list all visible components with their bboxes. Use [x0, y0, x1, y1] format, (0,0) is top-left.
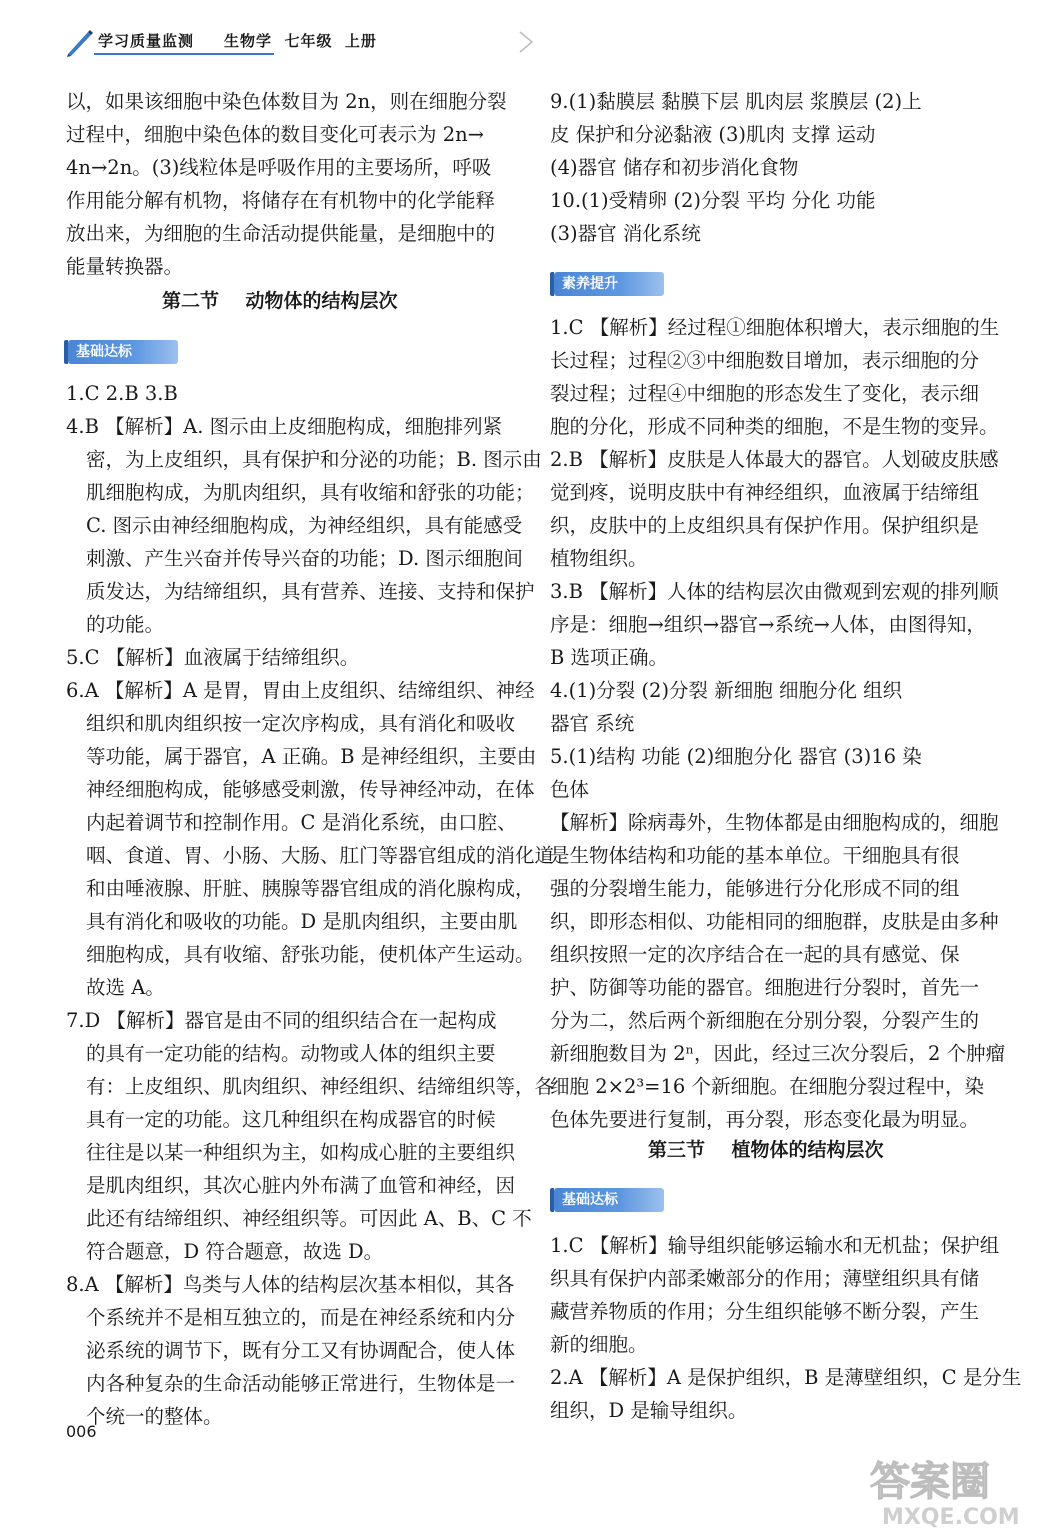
intro-line: 过程中，细胞中染色体的数目变化可表示为 2n→ [66, 123, 485, 146]
answer-line: 个系统并不是相互独立的，而是在神经系统和内分 [86, 1306, 516, 1329]
answer-line: 9.(1)黏膜层 黏膜下层 肌肉层 浆膜层 (2)上 [550, 90, 922, 113]
header-subject: 生物学 七年级 上册 [224, 32, 377, 50]
answer-line: 织具有保护内部柔嫩部分的作用；薄壁组织具有储 [550, 1267, 980, 1290]
answer-line: 和由唾液腺、肝脏、胰腺等器官组成的消化腺构成， [86, 877, 535, 900]
answer-line: 新的细胞。 [550, 1333, 648, 1356]
svg-text:答案圈: 答案圈 [870, 1459, 990, 1505]
answer-line: 新细胞数目为 2ⁿ，因此，经过三次分裂后，2 个肿瘤 [550, 1042, 1006, 1065]
answer-line: 泌系统的调节下，既有分工又有协调配合，使人体 [86, 1339, 516, 1362]
answer-line: C. 图示由神经细胞构成，为神经组织，具有能感受 [86, 514, 523, 537]
answer-line: 个统一的整体。 [86, 1405, 223, 1428]
answer-line: 的具有一定功能的结构。动物或人体的组织主要 [86, 1042, 496, 1065]
intro-line: 能量转换器。 [66, 255, 184, 278]
answer-line: 分为二，然后两个新细胞在分别分裂，分裂产生的 [550, 1009, 980, 1032]
answer-line: 质发达，为结缔组织，具有营养、连接、支持和保护 [86, 580, 535, 603]
answer-line: 的功能。 [86, 613, 165, 636]
answer-line: 符合题意，D 符合题意，故选 D。 [86, 1240, 384, 1263]
answer-line: 2.B 【解析】皮肤是人体最大的器官。人划破皮肤感 [550, 448, 999, 471]
answer-line: 色体先要进行复制，再分裂，形态变化最为明显。 [550, 1108, 980, 1131]
answer-line: 肌细胞构成，为肌肉组织，具有收缩和舒张的功能； [86, 481, 535, 504]
answer-line: 藏营养物质的作用；分生组织能够不断分裂，产生 [550, 1300, 980, 1323]
answer-line: 器官 系统 [550, 712, 635, 735]
answer-line: 是生物体结构和功能的基本单位。干细胞具有很 [550, 844, 960, 867]
answer-line: 【解析】除病毒外，生物体都是由细胞构成的，细胞 [550, 811, 999, 834]
badge-basic-2: 基础达标 [554, 1188, 664, 1212]
answer-line: 5.C 【解析】血液属于结缔组织。 [66, 646, 360, 669]
answer-line: 此还有结缔组织、神经组织等。可因此 A、B、C 不 [86, 1207, 532, 1230]
answer-line: 7.D 【解析】器官是由不同的组织结合在一起构成 [66, 1009, 497, 1032]
answer-line: 裂过程；过程④中细胞的形态发生了变化，表示细 [550, 382, 980, 405]
answer-line: 4.B 【解析】A. 图示由上皮细胞构成，细胞排列紧 [66, 415, 503, 438]
answer-line: 长过程；过程②③中细胞数目增加，表示细胞的分 [550, 349, 980, 372]
answer-line: 等功能，属于器官，A 正确。B 是神经组织，主要由 [86, 745, 537, 768]
answer-line: 咽、食道、胃、小肠、大肠、肛门等器官组成的消化道 [86, 844, 555, 867]
answer-line: 1.C 【解析】经过程①细胞体积增大，表示细胞的生 [550, 316, 1000, 339]
answer-line: 8.A 【解析】鸟类与人体的结构层次基本相似，其各 [66, 1273, 515, 1296]
answer-line: 觉到疼，说明皮肤中有神经组织，血液属于结缔组 [550, 481, 980, 504]
page-header [64, 26, 484, 58]
answer-line: 色体 [550, 778, 590, 801]
answer-line: 10.(1)受精卵 (2)分裂 平均 分化 功能 [550, 189, 876, 212]
answer-line: 具有一定的功能。这几种组织在构成器官的时候 [86, 1108, 496, 1131]
answer-line: 组织按照一定的次序结合在一起的具有感觉、保 [550, 943, 960, 966]
intro-line: 作用能分解有机物，将储存在有机物中的化学能释 [66, 189, 496, 212]
answer-line: 组织，D 是输导组织。 [550, 1399, 748, 1422]
answer-line: 细胞 2×2³=16 个新细胞。在细胞分裂过程中，染 [550, 1075, 985, 1098]
intro-line: 以，如果该细胞中染色体数目为 2n，则在细胞分裂 [66, 90, 507, 113]
answer-line: 护、防御等功能的器官。细胞进行分裂时，首先一 [550, 976, 980, 999]
answer-line: 刺激、产生兴奋并传导兴奋的功能；D. 图示细胞间 [86, 547, 523, 570]
answer-line: 4.(1)分裂 (2)分裂 新细胞 细胞分化 组织 [550, 679, 903, 702]
answer-line: 6.A 【解析】A 是胃，胃由上皮组织、结缔组织、神经 [66, 679, 535, 702]
answer-line: 织，即形态相似、功能相同的细胞群，皮肤是由多种 [550, 910, 999, 933]
answer-line: 2.A 【解析】A 是保护组织，B 是薄壁组织，C 是分生 [550, 1366, 1022, 1389]
answer-line: (3)器官 消化系统 [550, 222, 701, 245]
answer-line: 1.C 2.B 3.B [66, 382, 178, 405]
intro-line: 4n→2n。(3)线粒体是呼吸作用的主要场所，呼吸 [66, 156, 492, 179]
section-title-animal: 第二节 动物体的结构层次 [162, 290, 398, 312]
answer-line: 细胞构成，具有收缩、舒张功能，使机体产生运动。 [86, 943, 535, 966]
pen-icon [64, 26, 96, 58]
badge-improve: 素养提升 [554, 272, 664, 296]
answer-line: 内各种复杂的生命活动能够正常进行，生物体是一 [86, 1372, 516, 1395]
intro-line: 放出来，为细胞的生命活动提供能量，是细胞中的 [66, 222, 496, 245]
header-rule [94, 53, 274, 55]
answer-line: 组织和肌肉组织按一定次序构成，具有消化和吸收 [86, 712, 516, 735]
header-brand: 学习质量监测 [98, 32, 195, 50]
answer-line: 具有消化和吸收的功能。D 是肌肉组织，主要由肌 [86, 910, 518, 933]
page-number: 006 [66, 1422, 97, 1441]
answer-line: 3.B 【解析】人体的结构层次由微观到宏观的排列顺 [550, 580, 999, 603]
watermark-logo [860, 1450, 1030, 1530]
answer-line: 胞的分化，形成不同种类的细胞，不是生物的变异。 [550, 415, 999, 438]
answer-line: 序是：细胞→组织→器官→系统→人体，由图得知， [550, 613, 986, 636]
answer-line: (4)器官 储存和初步消化食物 [550, 156, 799, 179]
answer-line: 皮 保护和分泌黏液 (3)肌肉 支撑 运动 [550, 123, 876, 146]
answer-line: 故选 A。 [86, 976, 165, 999]
answer-line: 密，为上皮组织，具有保护和分泌的功能；B. 图示由 [86, 448, 542, 471]
answer-line: 5.(1)结构 功能 (2)细胞分化 器官 (3)16 染 [550, 745, 922, 768]
answer-line: 织，皮肤中的上皮组织具有保护作用。保护组织是 [550, 514, 980, 537]
badge-basic: 基础达标 [68, 340, 178, 364]
answer-line: 是肌肉组织，其次心脏内外布满了血管和神经，因 [86, 1174, 516, 1197]
answer-line: 植物组织。 [550, 547, 648, 570]
answer-line: 往往是以某一种组织为主，如构成心脏的主要组织 [86, 1141, 516, 1164]
answer-line: 神经细胞构成，能够感受刺激，传导神经冲动，在体 [86, 778, 535, 801]
section-title-plant: 第三节 植物体的结构层次 [648, 1139, 884, 1161]
chevron-right-icon [516, 30, 536, 54]
answer-line: 强的分裂增生能力，能够进行分化形成不同的组 [550, 877, 960, 900]
answer-line: 1.C 【解析】输导组织能够运输水和无机盐；保护组 [550, 1234, 1000, 1257]
answer-line: 内起着调节和控制作用。C 是消化系统，由口腔、 [86, 811, 517, 834]
answer-line: 有：上皮组织、肌肉组织、神经组织、结缔组织等，各 [86, 1075, 555, 1098]
watermark-text: MXQE.COM [882, 1505, 1020, 1530]
answer-line: B 选项正确。 [550, 646, 669, 669]
